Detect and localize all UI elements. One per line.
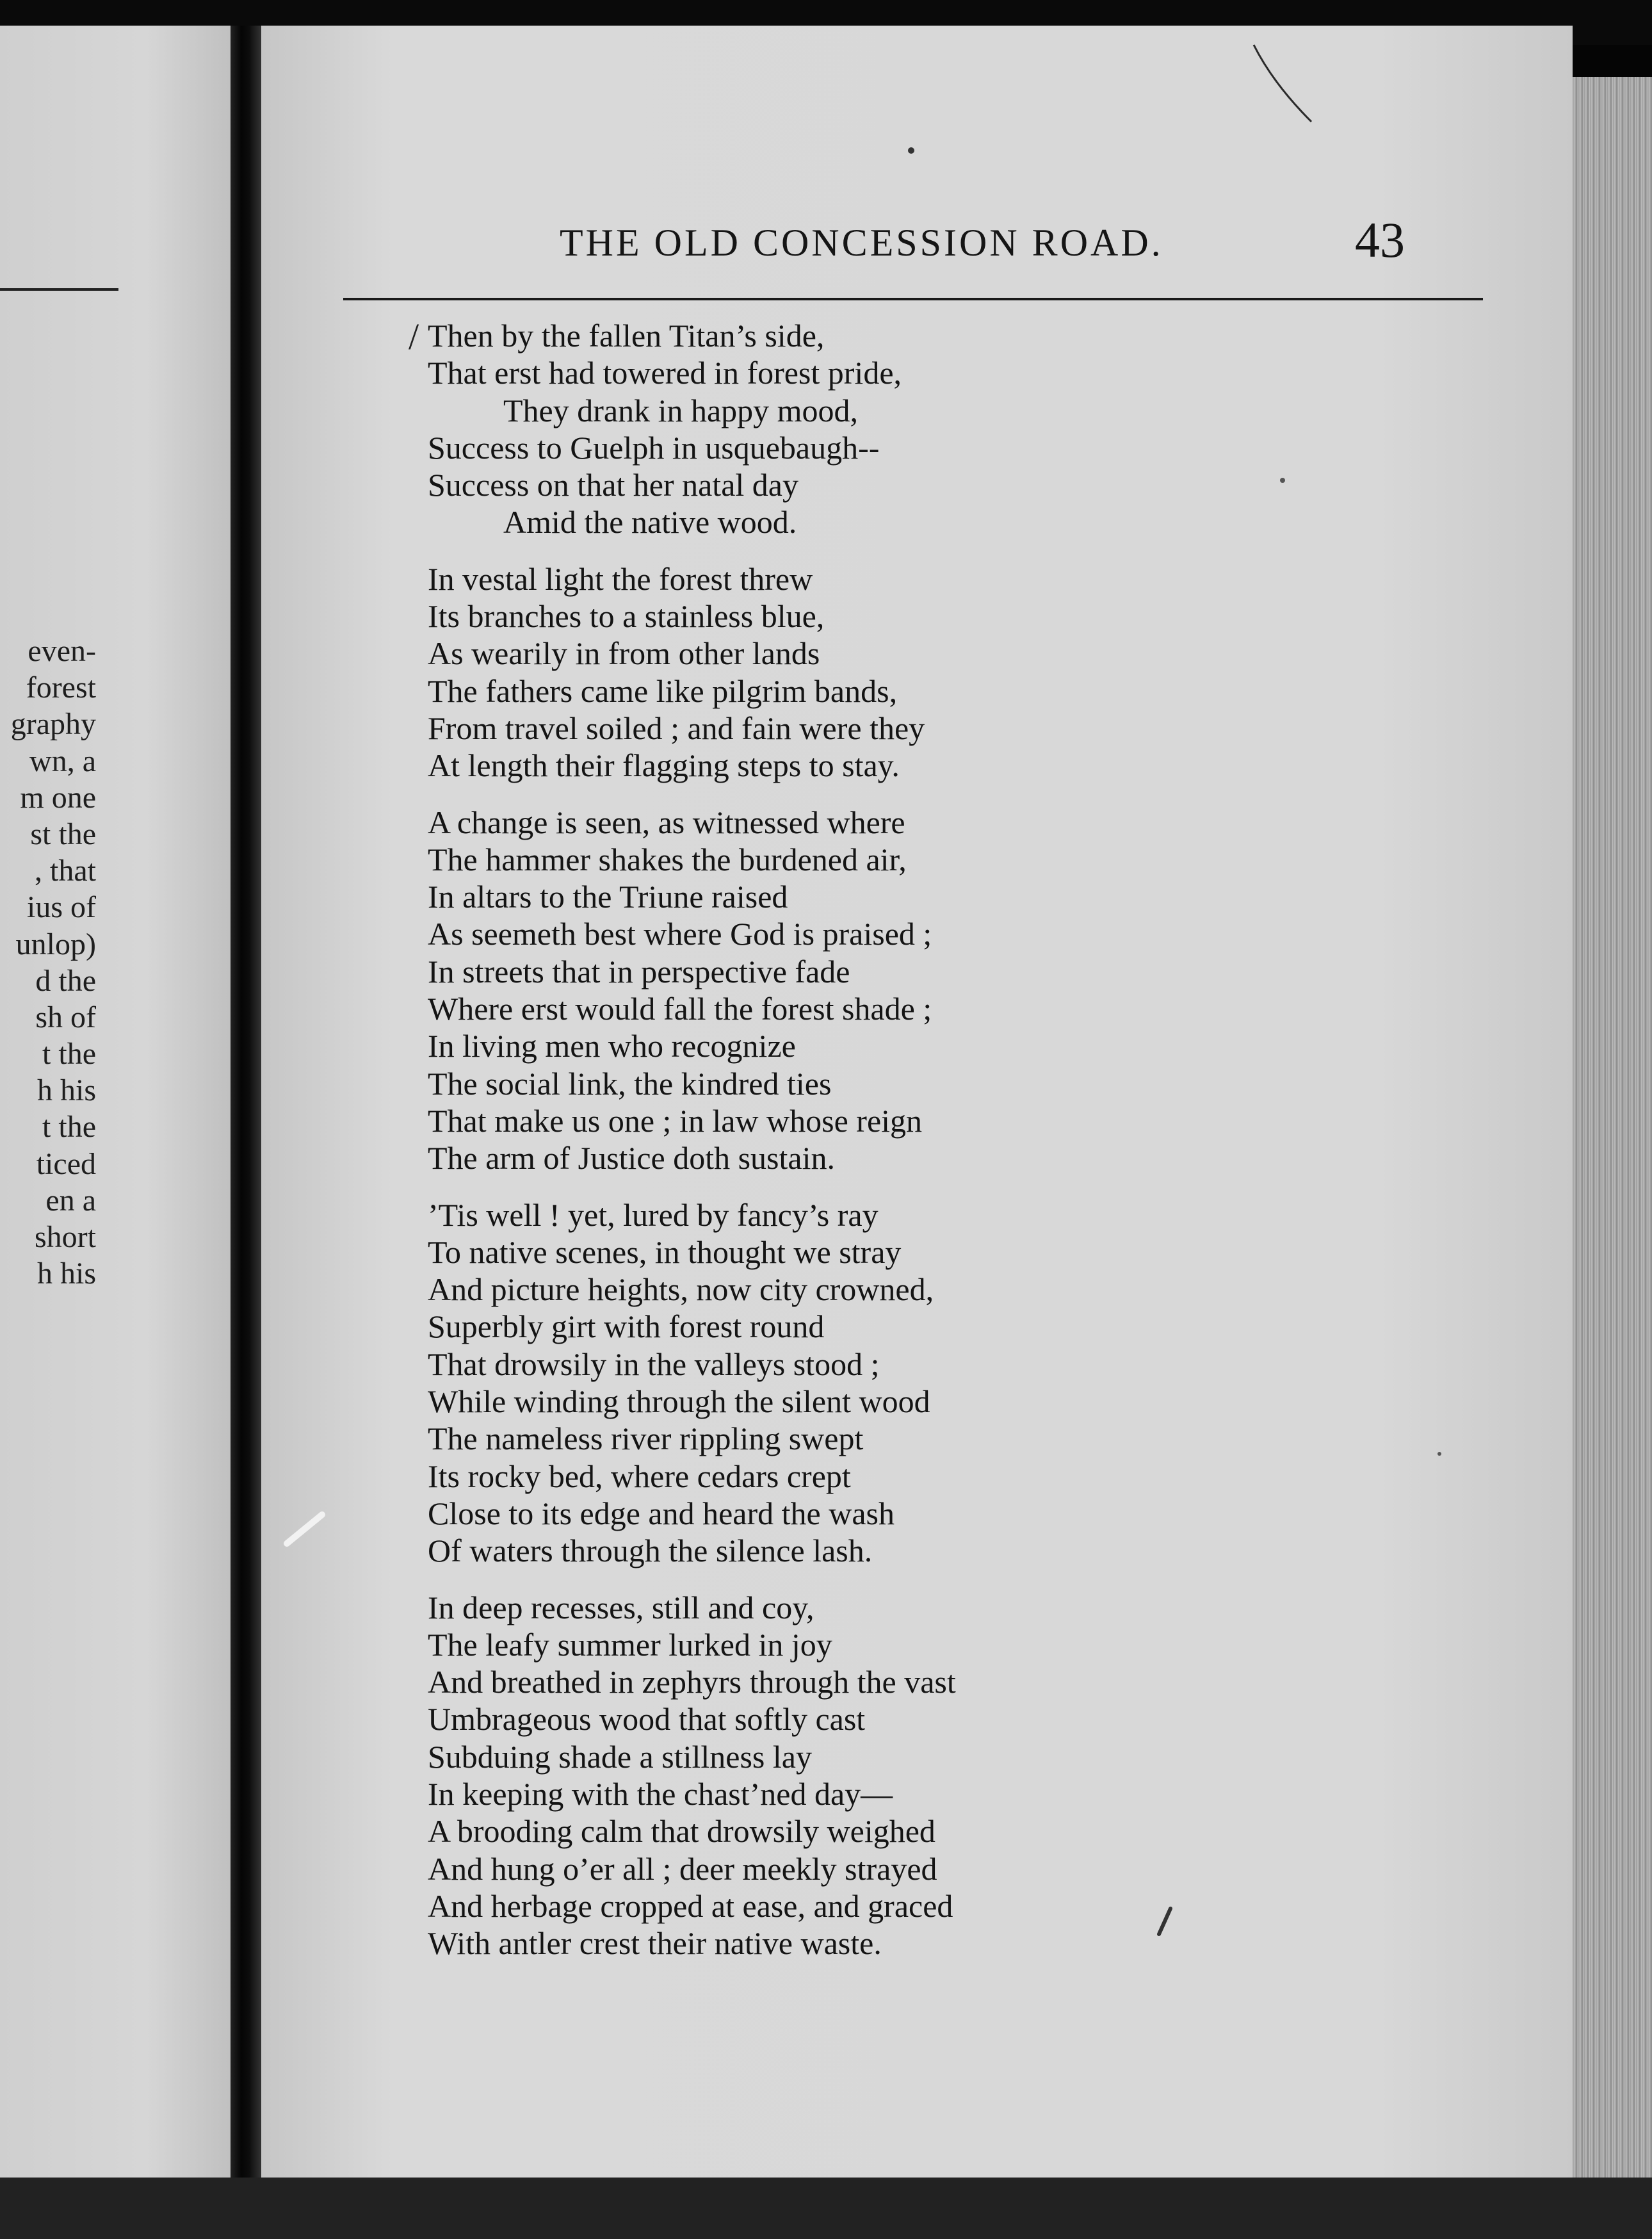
verse-line: Success on that her natal day [428,467,798,503]
verse-line: And hung o’er all ; deer meekly strayed [428,1850,937,1887]
verse-line: Subduing shade a stillness lay [428,1738,812,1775]
verse-line: ’Tis well ! yet, lured by fancy’s ray [428,1196,879,1233]
verse-line: From travel soiled ; and fain were they [428,710,925,746]
verse-line: With antler crest their native waste. [428,1925,882,1962]
left-page-line: en a [45,1183,96,1217]
verse-line: Then by the fallen Titan’s side, [428,318,825,354]
page-block-edge [1573,77,1652,2190]
left-page-line: graphy [10,707,96,742]
left-page-line: sh of [35,1000,96,1034]
verse-line: As wearily in from other lands [428,635,820,672]
verse-line: Its branches to a stainless blue, [428,598,825,635]
verse-line: That erst had towered in forest pride, [428,355,902,391]
left-page-line: ticed [36,1146,96,1181]
verse-line: Its rocky bed, where cedars crept [428,1458,851,1494]
verse-line: Close to its edge and heard the wash [428,1495,895,1531]
verse-line: A change is seen, as witnessed where [428,804,905,840]
verse-line: The leafy summer lurked in joy [428,1626,832,1663]
running-title: THE OLD CONCESSION ROAD. [560,222,1163,264]
book-gutter [231,26,261,2190]
verse-line: Of waters through the silence lash. [428,1533,873,1569]
left-page-line: st the [30,817,96,851]
left-page [0,26,243,2184]
left-page-line: t the [42,1037,96,1071]
verse-line: To native scenes, in thought we stray [428,1233,902,1270]
verse-line: Amid the native wood. [503,504,797,541]
verse-line: They drank in happy mood, [503,392,859,428]
verse-line: At length their flagging steps to stay. [428,747,900,784]
pencil-check-mark: / [409,316,419,357]
verse-line: And picture heights, now city crowned, [428,1271,934,1308]
page-number: 43 [1355,212,1405,268]
right-page [261,26,1573,2179]
left-page-text [0,633,96,1292]
verse-line: In deep recesses, still and coy, [428,1589,814,1625]
verse-line: And herbage cropped at ease, and graced [428,1887,953,1924]
paper-specks [261,26,1573,2179]
left-page-line: even- [28,634,96,668]
verse-line: A brooding calm that drowsily weighed [428,1813,935,1850]
verse-line: In living men who recognize [428,1028,796,1064]
left-page-line: unlop) [15,927,96,961]
verse-line: And breathed in zephyrs through the vast [428,1664,956,1700]
verse-line: Umbrageous wood that softly cast [428,1701,866,1738]
verse-line: The fathers came like pilgrim bands, [428,672,898,709]
verse-line: In streets that in perspective fade [428,953,850,989]
left-page-line: short [35,1220,96,1254]
left-header-rule [0,288,118,291]
left-page-line: , that [35,854,96,888]
left-page-line: h his [36,1073,96,1108]
left-page-line: ius of [27,890,96,925]
verse-line: The hammer shakes the burdened air, [428,841,907,877]
verse-line: As seemeth best where God is praised ; [428,916,932,952]
verse-line: That make us one ; in law whose reign [428,1102,923,1139]
left-page-line: wn, a [29,744,96,778]
left-page-line: forest [26,671,96,705]
scan-frame-bottom [0,2178,1652,2239]
left-page-line: t the [42,1110,96,1144]
left-page-line: d the [35,963,96,998]
verse-line: Success to Guelph in usquebaugh-- [428,429,880,466]
verse-line: Where erst would fall the forest shade ; [428,991,932,1027]
verse-line: That drowsily in the valleys stood ; [428,1346,880,1382]
left-page-line: h his [36,1257,96,1291]
verse-line: The arm of Justice doth sustain. [428,1140,835,1176]
verse-line: While winding through the silent wood [428,1383,930,1420]
verse-line: In keeping with the chast’ned day— [428,1775,893,1812]
verse-line: The nameless river rippling swept [428,1421,864,1457]
verse-line: In vestal light the forest threw [428,560,813,597]
verse-line: In altars to the Triune raised [428,879,788,915]
left-page-line: m one [20,780,96,815]
verse-line: The social link, the kindred ties [428,1065,832,1102]
verse-line: Superbly girt with forest round [428,1308,825,1345]
